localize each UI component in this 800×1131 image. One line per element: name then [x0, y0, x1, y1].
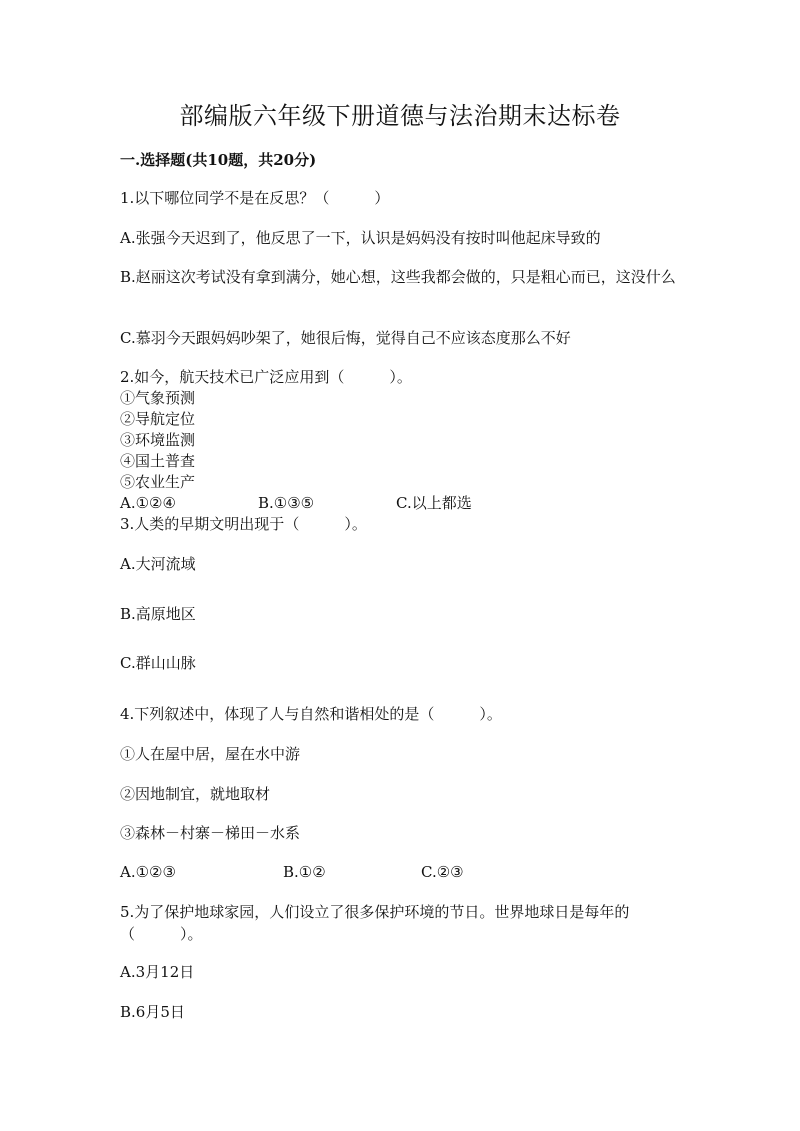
question-2-item-5: ⑤农业生产	[120, 473, 196, 491]
question-2-option-b: B.①③⑤	[258, 494, 315, 512]
question-2-stem: 2.如今，航天技术已广泛应用到（ ）。	[120, 368, 412, 386]
question-2-options	[120, 493, 472, 513]
question-3-stem: 3.人类的早期文明出现于（ ）。	[120, 515, 367, 533]
question-1-option-b: B.赵丽这次考试没有拿到满分，她心想，这些我都会做的，只是粗心而已，这没什么	[120, 268, 676, 286]
question-4-options	[120, 862, 464, 882]
question-5-stem: 5.为了保护地球家园，人们设立了很多保护环境的节日。世界地球日是每年的（ ）。	[120, 903, 630, 943]
question-2-item-1: ①气象预测	[120, 389, 196, 407]
question-1-option-a: A.张强今天迟到了，他反思了一下，认识是妈妈没有按时叫他起床导致的	[120, 229, 601, 247]
question-3-option-c: C.群山山脉	[120, 654, 196, 672]
question-2-item-2: ②导航定位	[120, 410, 196, 428]
question-2-option-a: A.①②④	[120, 494, 176, 512]
question-4-stem: 4.下列叙述中，体现了人与自然和谐相处的是（ ）。	[120, 705, 502, 723]
question-4-option-a: A.①②③	[120, 863, 176, 881]
section-heading: 一.选择题(共10题，共20分)	[120, 151, 317, 169]
question-1-option-c: C.慕羽今天跟妈妈吵架了，她很后悔，觉得自己不应该态度那么不好	[120, 329, 571, 347]
question-2-option-c: C.以上都选	[396, 494, 472, 512]
question-5-option-a: A.3月12日	[120, 963, 195, 981]
question-4-item-1: ①人在屋中居，屋在水中游	[120, 745, 301, 763]
question-3-option-b: B.高原地区	[120, 605, 196, 623]
question-4-option-b: B.①②	[283, 863, 326, 881]
question-1-stem: 1.以下哪位同学不是在反思？（ ）	[120, 189, 390, 207]
question-4-item-3: ③森林－村寨－梯田－水系	[120, 824, 301, 842]
question-3-option-a: A.大河流域	[120, 555, 196, 573]
question-4-item-2: ②因地制宜，就地取材	[120, 785, 271, 803]
question-2-item-3: ③环境监测	[120, 431, 196, 449]
question-2-item-4: ④国土普查	[120, 452, 196, 470]
question-5-option-b: B.6月5日	[120, 1003, 185, 1021]
question-4-option-c: C.②③	[421, 863, 464, 881]
page-title: 部编版六年级下册道德与法治期末达标卷	[179, 102, 621, 130]
